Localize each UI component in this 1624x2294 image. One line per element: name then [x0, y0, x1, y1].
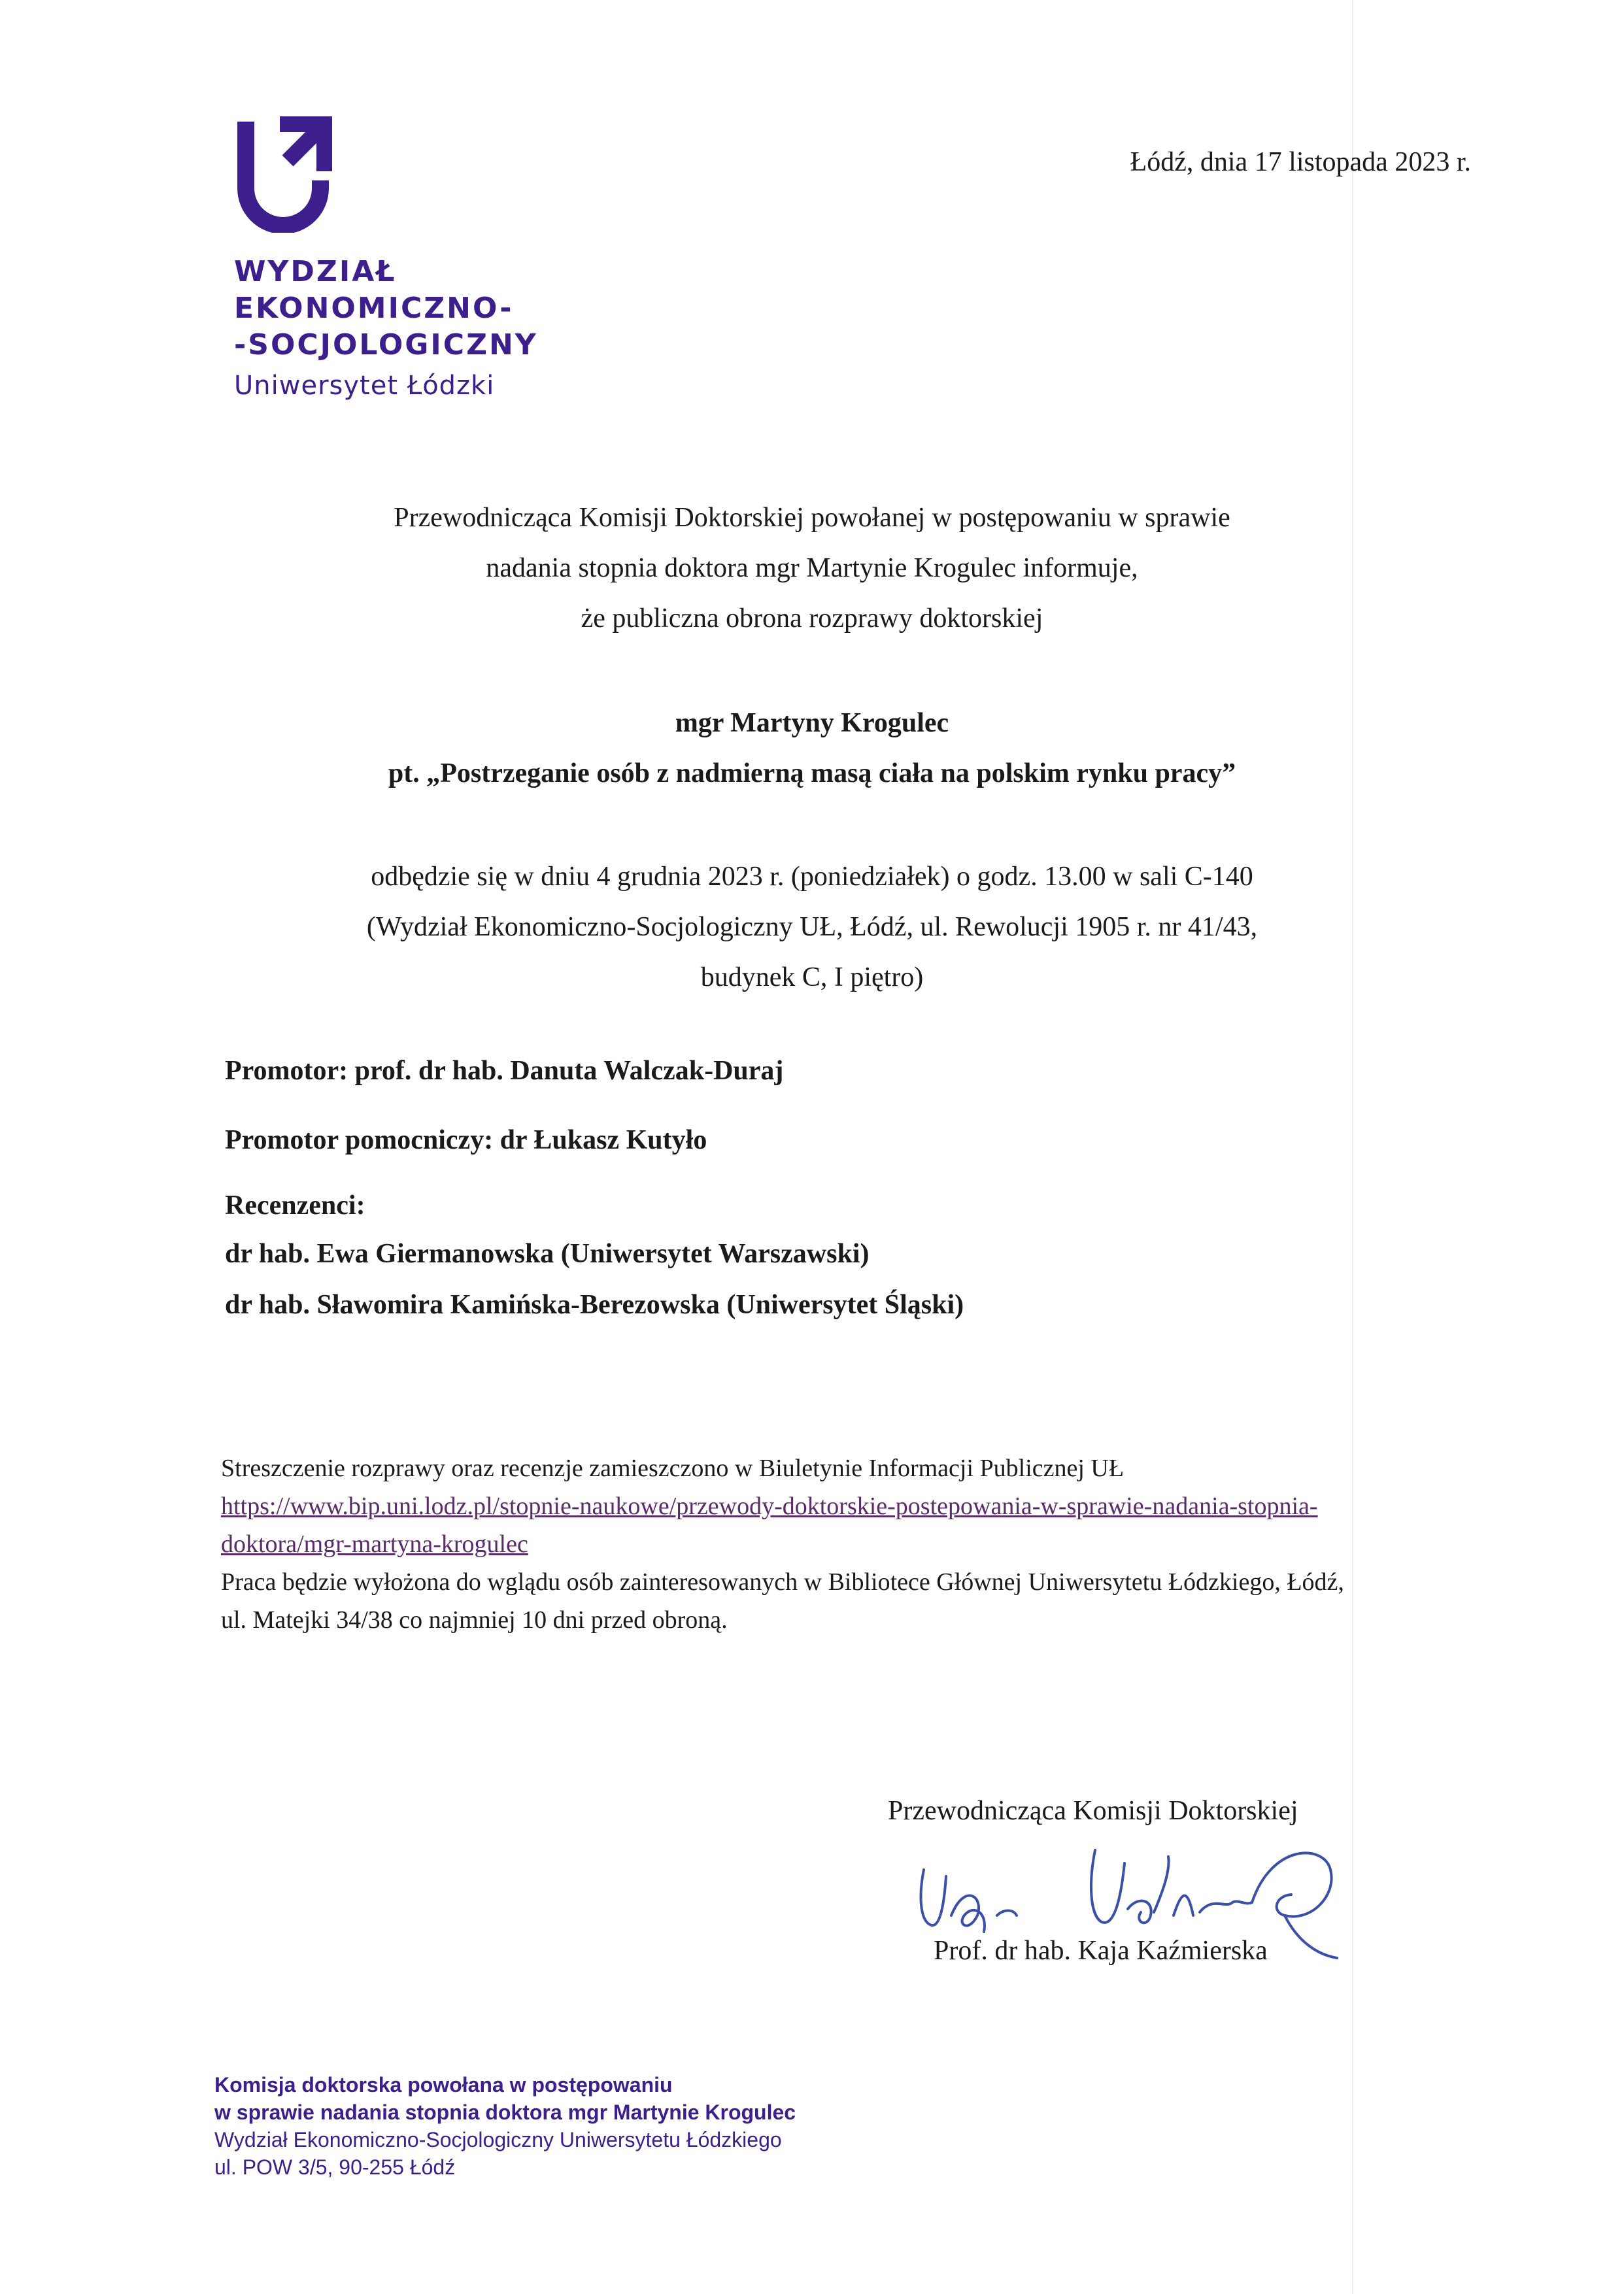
promotor: Promotor: prof. dr hab. Danuta Walczak-Duraj — [225, 1056, 784, 1086]
footer-address — [214, 2071, 796, 2181]
document-date: Łódź, dnia 17 listopada 2023 r. — [1130, 147, 1471, 177]
assistant-promotor: Promotor pomocniczy: dr Łukasz Kutyło — [225, 1125, 707, 1155]
logo-line-3: -SOCJOLOGICZNY — [234, 328, 538, 362]
footer-line: w sprawie nadania stopnia doktora mgr Martynie Krogulec — [214, 2100, 796, 2124]
reviewers-label: Recenzenci: — [225, 1190, 365, 1221]
committee-list — [225, 1053, 964, 1323]
reviewer: dr hab. Sławomira Kamińska-Berezowska (Uniwersytet Śląski) — [225, 1290, 964, 1320]
intro-line: że publiczna obrona rozprawy doktorskiej — [581, 603, 1043, 633]
footer-line: Wydział Ekonomiczno-Socjologiczny Uniwersytetu Łódzkiego — [214, 2128, 782, 2151]
intro-line: nadania stopnia doktora mgr Martynie Krogulec informuje, — [486, 553, 1138, 583]
thesis-title: pt. „Postrzeganie osób z nadmierną masą ciała na polskim rynku pracy” — [388, 758, 1236, 788]
notes-line: ul. Matejki 34/38 co najmniej 10 dni przed obroną. — [221, 1606, 728, 1634]
footer-line: ul. POW 3/5, 90-255 Łódź — [214, 2155, 456, 2179]
university-logo-icon — [234, 116, 332, 233]
logo-line-2: EKONOMICZNO- — [234, 292, 514, 325]
intro-line: Przewodnicząca Komisji Doktorskiej powołanej w postępowaniu w sprawie — [394, 503, 1230, 533]
signatory-name: Prof. dr hab. Kaja Kaźmierska — [934, 1936, 1268, 1966]
bip-link[interactable]: https://www.bip.uni.lodz.pl/stopnie-naukowe/przewody-doktorskie-postepowania-w-sprawie-nadania-stopnia- — [221, 1493, 1318, 1520]
additional-notes — [221, 1449, 1344, 1639]
defense-line: (Wydział Ekonomiczno-Socjologiczny UŁ, Łódź, ul. Rewolucji 1905 r. nr 41/43, — [366, 912, 1258, 942]
notes-line: Streszczenie rozprawy oraz recenzje zamieszczono w Biuletynie Informacji Publicznej UŁ — [221, 1455, 1125, 1482]
defense-line: budynek C, I piętro) — [700, 962, 924, 992]
defense-line: odbędzie się w dniu 4 grudnia 2023 r. (poniedziałek) o godz. 13.00 w sali C-140 — [371, 862, 1253, 892]
reviewer: dr hab. Ewa Giermanowska (Uniwersytet Warszawski) — [225, 1239, 870, 1269]
logo-subtitle: Uniwersytet Łódzki — [234, 371, 495, 401]
defense-details — [0, 852, 1624, 1003]
faculty-logo-text — [234, 254, 538, 404]
intro-paragraph — [0, 493, 1624, 644]
signatory-title: Przewodnicząca Komisji Doktorskiej — [888, 1796, 1298, 1826]
candidate-name: mgr Martyny Krogulec — [675, 708, 949, 738]
logo-line-1: WYDZIAŁ — [234, 255, 397, 288]
thesis-block — [0, 698, 1624, 799]
notes-line: Praca będzie wyłożona do wglądu osób zainteresowanych w Bibliotece Głównej Uniwersytetu Łódzkiego, Łódź, — [221, 1568, 1344, 1596]
bip-link-continued[interactable]: doktora/mgr-martyna-krogulec — [221, 1530, 528, 1558]
footer-line: Komisja doktorska powołana w postępowaniu — [214, 2073, 673, 2097]
